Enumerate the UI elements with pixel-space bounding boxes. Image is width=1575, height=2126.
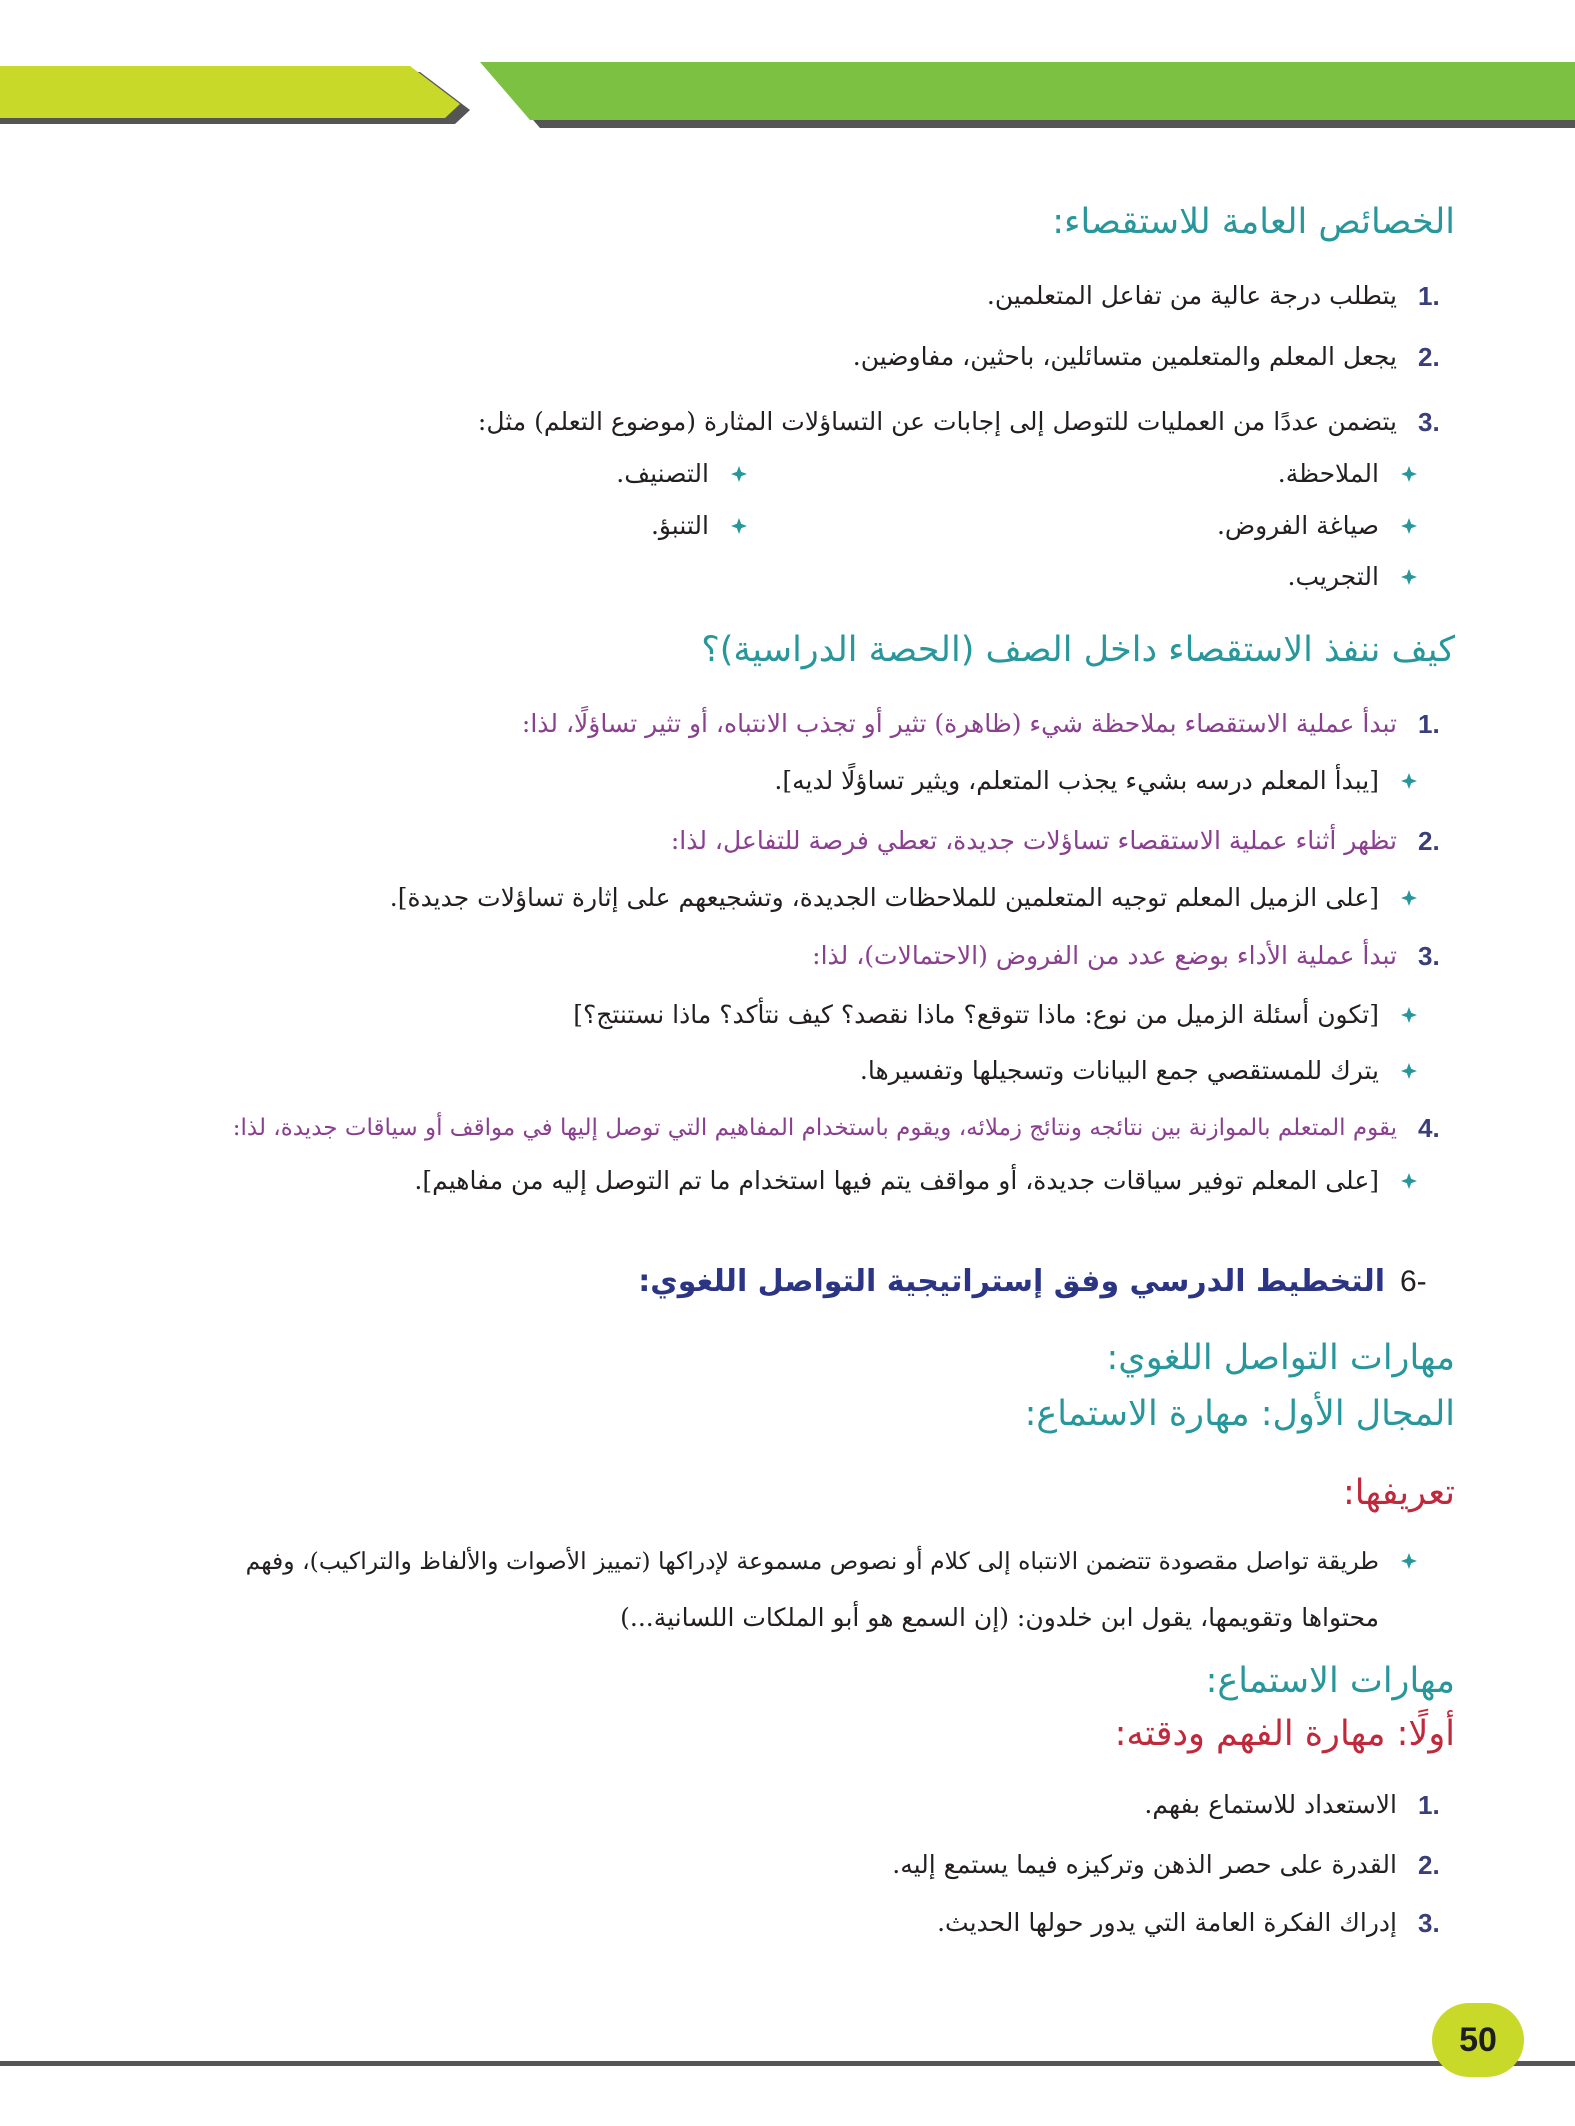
section-title-how-to: كيف ننفذ الاستقصاء داخل الصف (الحصة الدراسية)؟ bbox=[701, 630, 1455, 670]
list-item: يقوم المتعلم بالموازنة بين نتائجه ونتائج زملائه، ويقوم باستخدام المفاهيم التي توصل إليها في مواقف أو سياقات جديدة، لذا: bbox=[232, 1115, 1397, 1141]
list-item: إدراك الفكرة العامة التي يدور حولها الحديث. bbox=[937, 1908, 1397, 1937]
bullet-icon bbox=[1398, 463, 1420, 485]
sub-item: التجريب. bbox=[1287, 562, 1379, 591]
bullet-icon bbox=[1398, 1004, 1420, 1026]
header-decoration bbox=[0, 0, 1575, 140]
list-item: القدرة على حصر الذهن وتركيزه فيما يستمع إليه. bbox=[892, 1850, 1397, 1879]
sub-item: [تكون أسئلة الزميل من نوع: ماذا تتوقع؟ ماذا نقصد؟ كيف نتأكد؟ ماذا نستنتج؟] bbox=[573, 1000, 1379, 1029]
sub-item: صياغة الفروض. bbox=[1216, 511, 1379, 540]
sub-item: [يبدأ المعلم درسه بشيء يجذب المتعلم، ويثير تساؤلًا لديه]. bbox=[774, 766, 1379, 795]
domain-heading: المجال الأول: مهارة الاستماع: bbox=[1024, 1394, 1455, 1434]
list-item: يجعل المعلم والمتعلمين متسائلين، باحثين، مفاوضين. bbox=[852, 342, 1397, 371]
bullet-icon bbox=[1398, 770, 1420, 792]
item-number: 4. bbox=[1418, 1113, 1440, 1143]
footer-line bbox=[0, 2061, 1575, 2066]
bullet-icon bbox=[1398, 887, 1420, 909]
item-number: 3. bbox=[1418, 941, 1440, 971]
list-item: يتطلب درجة عالية من تفاعل المتعلمين. bbox=[986, 281, 1397, 310]
item-number: 1. bbox=[1418, 281, 1440, 311]
item-number: 1. bbox=[1418, 709, 1440, 739]
item-number: 2. bbox=[1418, 342, 1440, 372]
skills-heading: مهارات التواصل اللغوي: bbox=[1106, 1338, 1455, 1378]
bullet-icon bbox=[1398, 566, 1420, 588]
definition-heading: تعريفها: bbox=[1343, 1473, 1455, 1513]
bullet-icon bbox=[1398, 1550, 1420, 1572]
list-item: تبدأ عملية الأداء بوضع عدد من الفروض (الاحتمالات)، لذا: bbox=[812, 941, 1397, 970]
sub-item: الملاحظة. bbox=[1277, 459, 1379, 488]
list-item: يتضمن عددًا من العمليات للتوصل إلى إجابات عن التساؤلات المثارة (موضوع التعلم) مثل: bbox=[477, 407, 1397, 436]
bullet-icon bbox=[1398, 1060, 1420, 1082]
definition-text: محتواها وتقويمها، يقول ابن خلدون: (إن السمع هو أبو الملكات اللسانية...) bbox=[620, 1603, 1379, 1632]
list-item: تبدأ عملية الاستقصاء بملاحظة شيء (ظاهرة) تثير أو تجذب الانتباه، أو تثير تساؤلًا، لذا: bbox=[521, 709, 1397, 738]
bullet-icon bbox=[728, 515, 750, 537]
definition-text: طريقة تواصل مقصودة تتضمن الانتباه إلى كلام أو نصوص مسموعة لإدراكها (تمييز الأصوات والألفاظ والتراكيب)، وفهم bbox=[245, 1547, 1379, 1575]
page-number: 50 bbox=[1459, 2021, 1497, 2059]
sub-item: التصنيف. bbox=[616, 459, 709, 488]
section-title-characteristics: الخصائص العامة للاستقصاء: bbox=[1052, 202, 1455, 242]
sub-item: [على الزميل المعلم توجيه المتعلمين للملاحظات الجديدة، وتشجيعهم على إثارة تساؤلات جديدة]. bbox=[389, 883, 1379, 912]
sub-item: التنبؤ. bbox=[650, 511, 709, 540]
item-number: 1. bbox=[1418, 1790, 1440, 1820]
bullet-icon bbox=[1398, 515, 1420, 537]
item-number: 2. bbox=[1418, 826, 1440, 856]
sub-item: [على المعلم توفير سياقات جديدة، أو مواقف يتم فيها استخدام ما تم التوصل إليه من مفاهيم]. bbox=[414, 1166, 1379, 1195]
bullet-icon bbox=[728, 463, 750, 485]
section-number: 6- bbox=[1400, 1265, 1427, 1298]
item-number: 3. bbox=[1418, 407, 1440, 437]
listening-skills-heading: مهارات الاستماع: bbox=[1205, 1661, 1455, 1701]
item-number: 2. bbox=[1418, 1850, 1440, 1880]
list-item: الاستعداد للاستماع بفهم. bbox=[1144, 1790, 1397, 1819]
list-item: تظهر أثناء عملية الاستقصاء تساؤلات جديدة، تعطي فرصة للتفاعل، لذا: bbox=[670, 826, 1397, 855]
section-title-planning: التخطيط الدرسي وفق إستراتيجية التواصل اللغوي: bbox=[638, 1264, 1385, 1299]
first-skill-heading: أولًا: مهارة الفهم ودقته: bbox=[1114, 1714, 1455, 1754]
bullet-icon bbox=[1398, 1170, 1420, 1192]
sub-item: يترك للمستقصي جمع البيانات وتسجيلها وتفسيرها. bbox=[859, 1056, 1379, 1085]
item-number: 3. bbox=[1418, 1908, 1440, 1938]
